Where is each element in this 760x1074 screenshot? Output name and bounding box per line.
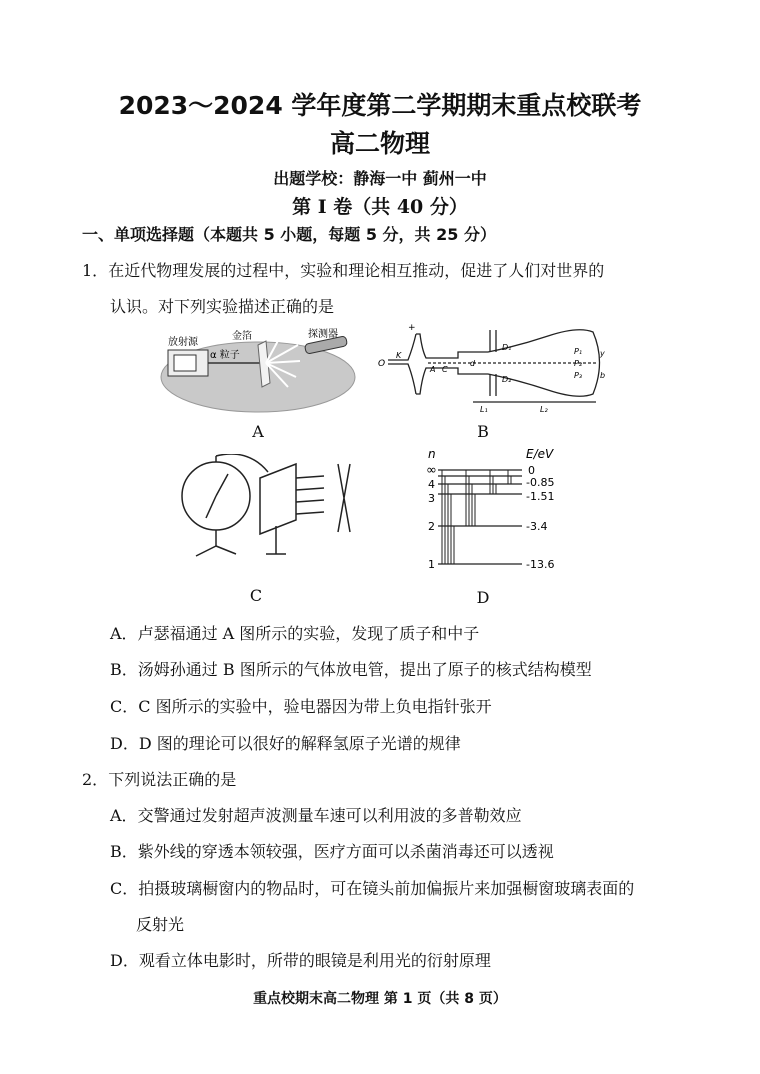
q1-option-a: A．卢瑟福通过 A 图所示的实验，发现了质子和中子 bbox=[110, 624, 480, 643]
q2-stem: 2．下列说法正确的是 bbox=[82, 770, 237, 789]
q2-option-a: A．交警通过发射超声波测量车速可以利用波的多普勒效应 bbox=[110, 806, 522, 825]
svg-text:-0.85: -0.85 bbox=[526, 476, 555, 489]
svg-text:金箔: 金箔 bbox=[232, 331, 252, 342]
svg-text:D₁: D₁ bbox=[502, 343, 512, 352]
svg-text:y: y bbox=[600, 349, 605, 358]
page-footer: 重点校期末高二物理 第 1 页（共 8 页） bbox=[253, 991, 507, 1007]
q1-option-b: B．汤姆孙通过 B 图所示的气体放电管，提出了原子的核式结构模型 bbox=[110, 660, 592, 679]
svg-text:1: 1 bbox=[428, 558, 435, 571]
svg-text:K: K bbox=[396, 351, 402, 360]
svg-text:4: 4 bbox=[428, 478, 435, 491]
figure-c-zinc-plate bbox=[260, 464, 296, 534]
exam-title: 2023～2024 学年度第二学期期末重点校联考 bbox=[118, 91, 642, 120]
q2-option-b: B．紫外线的穿透本领较强，医疗方面可以杀菌消毒还可以透视 bbox=[110, 842, 554, 861]
figure-b-discharge-tube bbox=[378, 322, 613, 414]
exam-volume: 第 I 卷（共 40 分） bbox=[292, 196, 468, 218]
figure-a-alpha-scattering bbox=[160, 325, 360, 415]
exam-schools: 出题学校：静海一中 蓟州一中 bbox=[273, 169, 487, 188]
svg-text:-3.4: -3.4 bbox=[526, 520, 548, 533]
svg-text:-1.51: -1.51 bbox=[526, 490, 555, 503]
q1-option-c: C．C 图所示的实验中，验电器因为带上负电指针张开 bbox=[110, 697, 492, 716]
svg-text:3: 3 bbox=[428, 492, 435, 505]
svg-text:-13.6: -13.6 bbox=[526, 558, 555, 571]
q2-option-c: C．拍摄玻璃橱窗内的物品时，可在镜头前加偏振片来加强橱窗玻璃表面的 bbox=[110, 879, 635, 898]
svg-text:E/eV: E/eV bbox=[526, 447, 554, 461]
figure-c-label: C bbox=[249, 586, 263, 605]
svg-text:D₂: D₂ bbox=[502, 375, 512, 384]
svg-text:放射源: 放射源 bbox=[168, 337, 198, 348]
svg-text:探测器: 探测器 bbox=[308, 329, 338, 340]
svg-text:P₃: P₃ bbox=[574, 371, 583, 380]
q2-option-d: D．观看立体电影时，所带的眼镜是利用光的衍射原理 bbox=[110, 951, 491, 970]
q1-option-d: D．D 图的理论可以很好的解释氢原子光谱的规律 bbox=[110, 734, 461, 753]
figure-a-label: A bbox=[252, 422, 264, 441]
svg-text:d: d bbox=[470, 359, 476, 368]
q2-number: 2． bbox=[82, 770, 109, 789]
q1-stem-line2: 认识。对下列实验描述正确的是 bbox=[110, 297, 335, 316]
svg-text:A: A bbox=[430, 365, 436, 374]
svg-text:2: 2 bbox=[428, 520, 435, 533]
q2-option-c-cont: 反射光 bbox=[136, 915, 185, 934]
svg-text:∞: ∞ bbox=[426, 463, 437, 478]
svg-text:O: O bbox=[378, 359, 386, 369]
figure-c-electroscope bbox=[178, 454, 368, 564]
svg-text:n: n bbox=[428, 447, 436, 461]
svg-text:L₁: L₁ bbox=[480, 405, 488, 414]
section-heading: 一、单项选择题（本题共 5 小题，每题 5 分，共 25 分） bbox=[82, 225, 496, 244]
figure-d-label: D bbox=[476, 588, 490, 607]
figure-c-needle bbox=[216, 474, 228, 496]
svg-text:b: b bbox=[600, 371, 606, 380]
figure-d-energy-levels bbox=[422, 446, 582, 578]
figure-c-light-rays bbox=[296, 476, 324, 514]
svg-text:P₂: P₂ bbox=[574, 359, 583, 368]
svg-text:P₁: P₁ bbox=[574, 347, 583, 356]
svg-text:L₂: L₂ bbox=[540, 405, 548, 414]
svg-text:α 粒子: α 粒子 bbox=[210, 350, 240, 361]
svg-text:+: + bbox=[408, 323, 416, 333]
figure-b-label: B bbox=[477, 422, 489, 441]
svg-text:0: 0 bbox=[528, 464, 535, 477]
exam-subject: 高二物理 bbox=[329, 129, 430, 158]
q1-stem-line1: 1．在近代物理发展的过程中，实验和理论相互推动，促进了人们对世界的 bbox=[82, 261, 605, 280]
figure-b-left-bulb bbox=[388, 334, 416, 394]
svg-text:C: C bbox=[442, 365, 448, 374]
figure-c-uv-lamp bbox=[338, 464, 350, 532]
q1-number: 1． bbox=[82, 261, 109, 280]
